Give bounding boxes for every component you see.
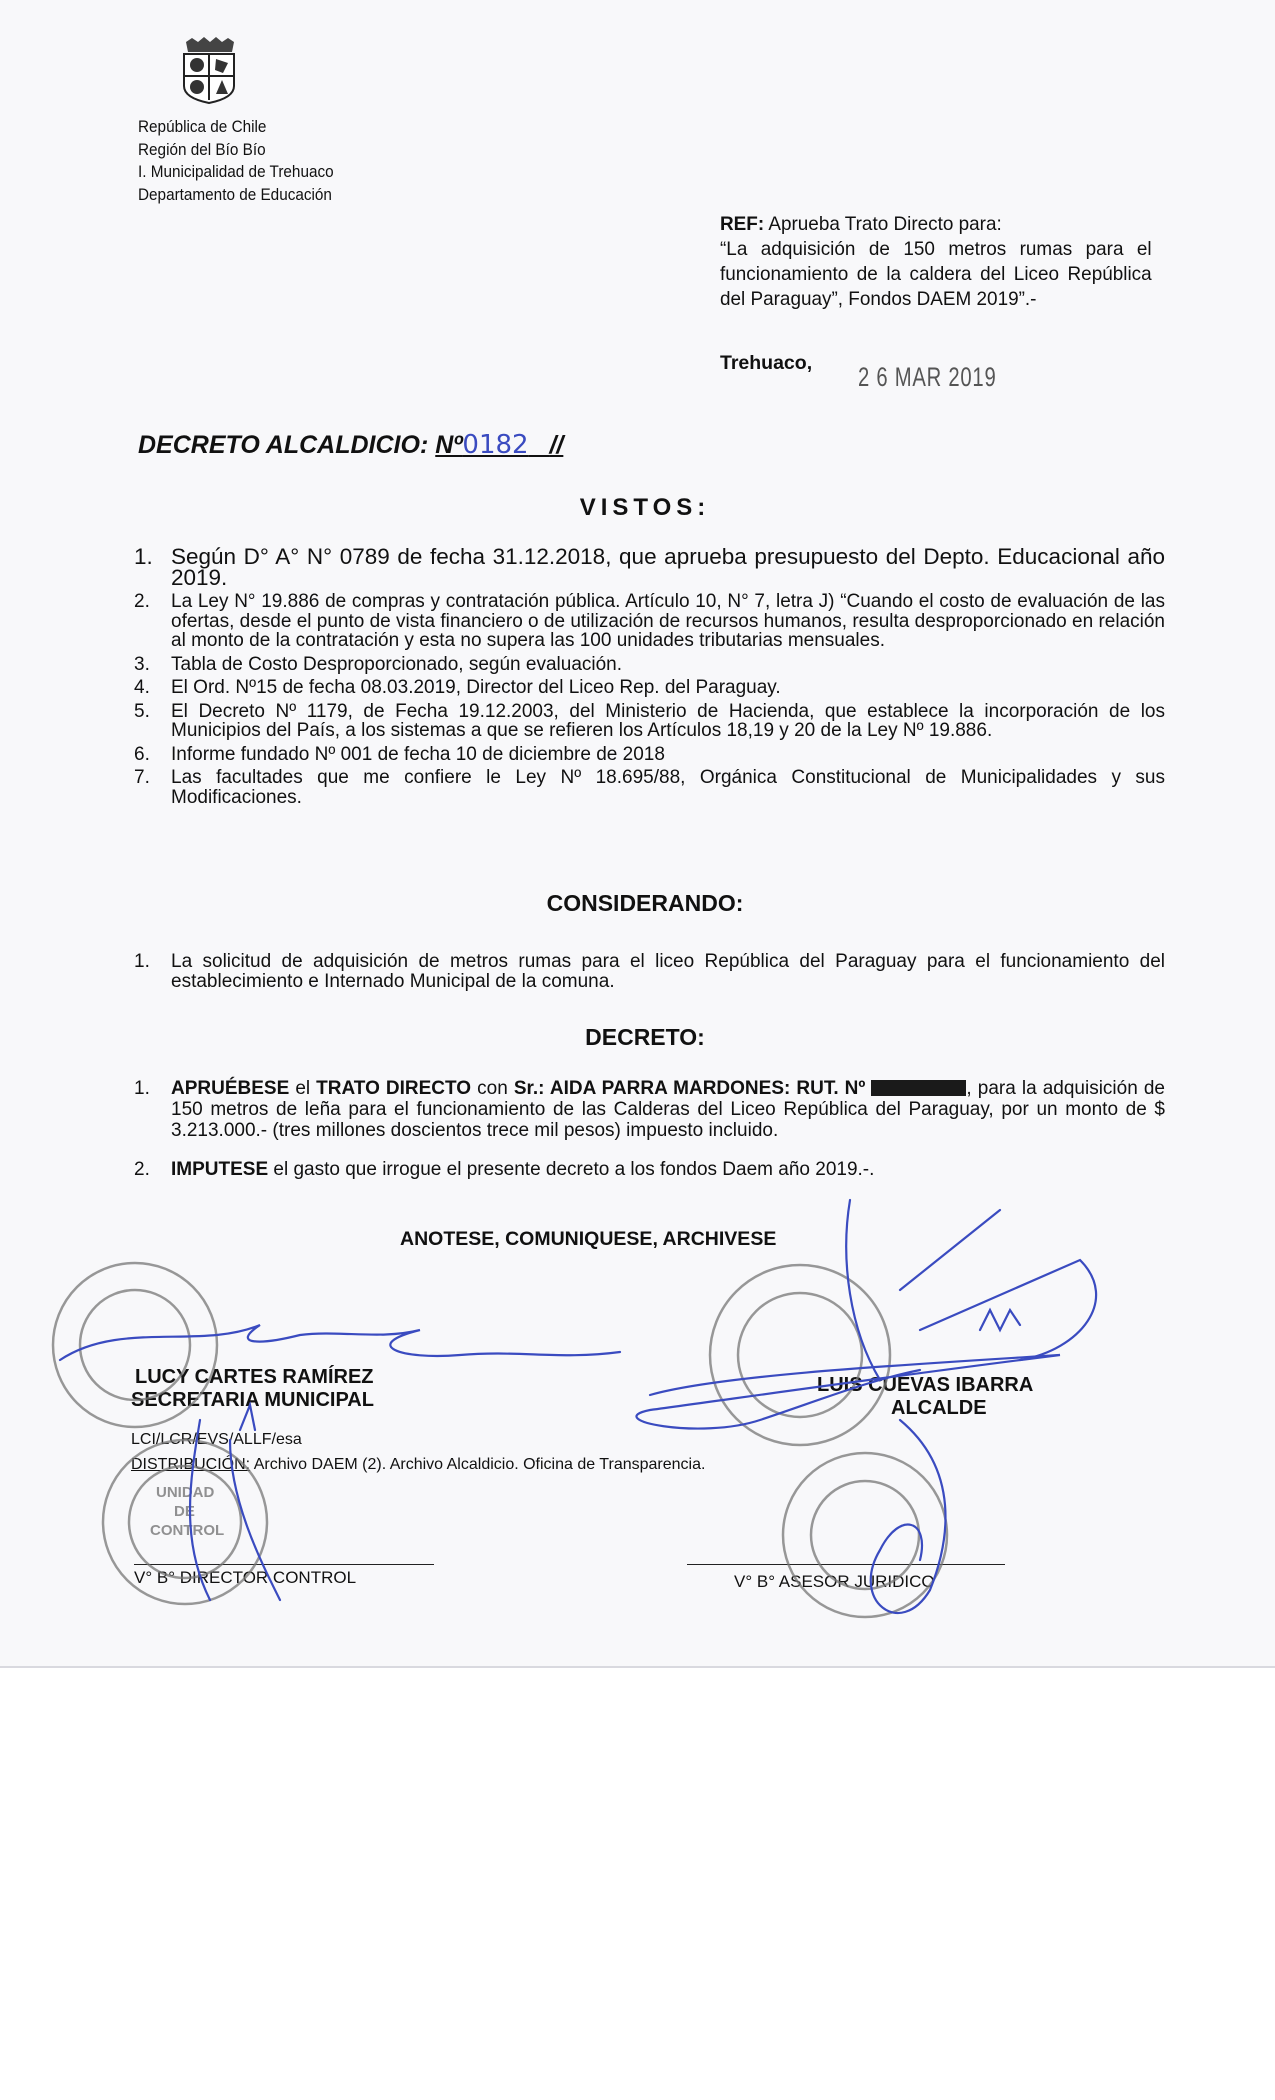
distribution-label: DISTRIBUCIÓN:: [131, 1456, 251, 1473]
place: Trehuaco,: [720, 352, 813, 374]
list-item: 1. Según D° A° N° 0789 de fecha 31.12.2018, que aprueba presupuesto del Depto. Educacional año 2019.: [134, 544, 1165, 590]
header-line: I. Municipalidad de Trehuaco: [138, 162, 334, 181]
date-stamp: 2 6 MAR 2019: [858, 362, 997, 392]
number-prefix: Nº: [435, 431, 463, 459]
approval-juridico: V° B° ASESOR JURIDICO: [734, 1572, 935, 1591]
decree-number: DECRETO ALCALDICIO: Nº0182 //: [138, 430, 564, 460]
signer-role: SECRETARIA MUNICIPAL: [131, 1389, 374, 1411]
signature-block-secretaria: [131, 1366, 374, 1412]
redacted-rut: [871, 1080, 966, 1096]
reference-block: [720, 212, 1152, 312]
considerando-list: [134, 952, 1165, 995]
ref-body: “La adquisición de 150 metros rumas para el funcionamiento de la caldera del Liceo República del Paraguay”, Fondos DAEM 2019”.-: [720, 238, 1152, 310]
closing-formula: ANOTESE, COMUNIQUESE, ARCHIVESE: [400, 1228, 777, 1250]
list-item: 3. Tabla de Costo Desproporcionado, según evaluación.: [134, 653, 623, 675]
distribution: [131, 1456, 705, 1474]
issuer-header: [138, 116, 334, 206]
list-item: 1. La solicitud de adquisición de metros rumas para el liceo República del Paraguay para el funcionamiento del establecimiento e Internado Municipal de la comuna.: [134, 951, 1165, 992]
signature-line-juridico: [687, 1564, 1005, 1565]
signature-block-alcalde: [817, 1374, 1033, 1420]
distribution-text: Archivo DAEM (2). Archivo Alcaldicio. Oficina de Transparencia.: [250, 1456, 706, 1473]
approval-control: V° B° DIRECTOR CONTROL: [134, 1568, 357, 1587]
header-line: República de Chile: [138, 117, 267, 136]
initials: LCI/LCR/EVS/ALLF/esa: [131, 1431, 302, 1448]
header-line: Departamento de Educación: [138, 184, 332, 204]
stamp-label: UNIDAD: [156, 1484, 215, 1501]
header-line: Región del Bío Bío: [138, 139, 266, 159]
coat-of-arms-logo: [178, 36, 240, 104]
decreto-list: [134, 1078, 1165, 1198]
considerando-heading: CONSIDERANDO:: [546, 890, 744, 916]
stamp-label: DE: [174, 1503, 195, 1520]
list-item: 1. APRUÉBESE el TRATO DIRECTO con Sr.: AIDA PARRA MARDONES: RUT. Nº , para la adquisición de 150 metros de leña para el funcionamiento de las Calderas del Liceo República del Paraguay, por un monto de $ 3.213.000.- (tres millones doscientos trece mil pesos) impuesto incluido.: [134, 1078, 1165, 1141]
signer-name: LUIS CUEVAS IBARRA: [817, 1374, 1034, 1396]
signature-line-control: [134, 1564, 434, 1565]
list-item: 2. IMPUTESE el gasto que irrogue el presente decreto a los fondos Daem año 2019.-.: [134, 1159, 875, 1180]
number-suffix: //: [549, 431, 564, 459]
stamp-label: CONTROL: [150, 1522, 225, 1539]
signer-role: ALCALDE: [891, 1397, 987, 1419]
ref-text: Aprueba Trato Directo para:: [768, 213, 1002, 235]
decreto-heading: DECRETO:: [585, 1024, 705, 1050]
decree-label: DECRETO ALCALDICIO: [138, 431, 420, 459]
handwritten-number: 0182: [462, 430, 529, 460]
vistos-list: [134, 546, 1165, 811]
ref-label: REF:: [720, 213, 765, 235]
list-item: 5. El Decreto Nº 1179, de Fecha 19.12.2003, del Ministerio de Hacienda, que establece la incorporación de los Municipios del País, a los sistemas a que se refieren los Artículos 18,19 y 20 de la Ley Nº 19.886.: [134, 700, 1165, 741]
list-item: 6. Informe fundado Nº 001 de fecha 10 de diciembre de 2018: [134, 743, 665, 765]
list-item: 2. La Ley N° 19.886 de compras y contratación pública. Artículo 10, N° 7, letra J) “Cuando el costo de evaluación de las ofertas, desde el punto de vista financiero o de utilización de recursos humanos, resulta desproporcionado en relación al monto de la contratación y esta no supera las 100 unidades tributarias mensuales.: [134, 591, 1165, 651]
list-item: 7. Las facultades que me confiere le Ley Nº 18.695/88, Orgánica Constitucional de Municipalidades y sus Modificaciones.: [134, 767, 1165, 808]
signer-name: LUCY CARTES RAMÍREZ: [135, 1366, 374, 1388]
vistos-heading: VISTOS:: [579, 494, 711, 521]
list-item: 4. El Ord. Nº15 de fecha 08.03.2019, Director del Liceo Rep. del Paraguay.: [134, 677, 781, 698]
